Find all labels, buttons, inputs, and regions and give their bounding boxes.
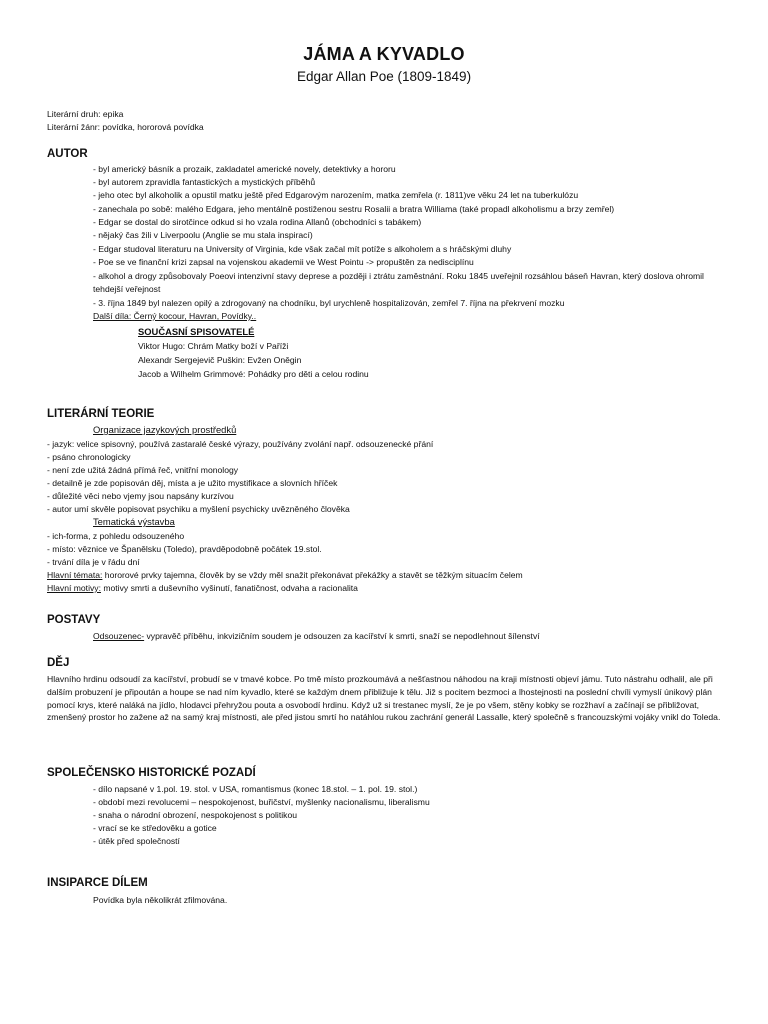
list-item: - byl autorem zpravidla fantastických a mystických příběhů — [93, 177, 316, 187]
list-item: - Poe se ve finanční krizi zapsal na vojenskou akademii ve West Pointu -> propuštěn za nedisciplínu — [93, 257, 474, 267]
literary-genre: Literární žánr: povídka, hororová povídka — [47, 122, 204, 132]
list-item: - není zde užitá žádná přímá řeč, vnitřní monology — [47, 465, 239, 475]
character-description: vypravěč příběhu, inkvizičním soudem je odsouzen za kacířství k smrti, snaží se nepodlehnout šílenství — [144, 631, 540, 641]
section-heading-inspirace: INSIPARCE DÍLEM — [47, 877, 148, 889]
section-heading-teorie: LITERÁRNÍ TEORIE — [47, 408, 155, 420]
list-item: - jeho otec byl alkoholik a opustil matku ještě před Edgarovým narozením, matka zemřela (r. 1811)ve věku 24 let na tuberkulózu — [93, 190, 579, 200]
list-item: - důležité věci nebo vjemy jsou napsány kurzívou — [47, 491, 234, 501]
list-item: - autor umí skvěle popisovat psychiku a myšlení psychicky uvězněného člověka — [47, 504, 350, 514]
list-item: - vrací se ke středověku a gotice — [93, 823, 217, 833]
plot-paragraph: Hlavního hrdinu odsoudí za kacířství, probudí se v tmavé kobce. Po tmě místo prozkoumává a nešťastnou náhodou na kraji místnosti objeví jámu. Tuto nástrahu odhalil, ale při dalším probuzení je připoután a houpe se nad ním kyvadlo, které se každým dnem přibližuje k tělu. Již s pocitem bezmoci a lhostejnosti na poslední chvíli vymyslí únikový plán pomocí krys, které naláká na jídlo, hlodavci přehryžou pouta a osvobodí hrdinu. Když už si trestanec myslí, že je po všem, stěny kobky se rozžhaví a začínají se přibližovat, zmenšený prostor ho zažene až na samý kraj místnosti, ale před jistou smrtí ho natáhlou rukou zachrání generál Lassalle, který společně s francouzskými vojáky vnikl do Toleda. — [47, 674, 721, 723]
list-item: Jacob a Wilhelm Grimmové: Pohádky pro děti a celou rodinu — [138, 369, 369, 379]
main-motifs-label: Hlavní motivy: — [47, 583, 101, 593]
list-item: - detailně je zde popisován děj, místa a je užito mystifikace a slovních hříček — [47, 478, 338, 488]
list-item: - nějaký čas žili v Liverpoolu (Anglie se mu stala inspirací) — [93, 230, 313, 240]
character-name: Odsouzenec- — [93, 631, 145, 641]
list-item: - období mezi revolucemi – nespokojenost, buřičství, myšlenky nacionalismu, liberalismu — [93, 797, 430, 807]
contemporary-writers-heading: SOUČASNÍ SPISOVATELÉ — [138, 326, 255, 337]
character-entry — [93, 630, 540, 643]
subheading-tematicka: Tematická výstavba — [93, 516, 175, 527]
document-title: JÁMA A KYVADLO — [303, 44, 465, 64]
list-item: - dílo napsané v 1.pol. 19. stol. v USA, romantismus (konec 18.stol. – 1. pol. 19. stol.) — [93, 784, 418, 794]
list-item: - zanechala po sobě: malého Edgara, jeho mentálně postiženou sestru Rosalii a bratra Williama (také propadl alkoholismu a brzy zemřel) — [93, 204, 615, 214]
other-works: Další díla: Černý kocour, Havran, Povídky.. — [93, 311, 257, 321]
list-item: - snaha o národní obrození, nespokojenost s politikou — [93, 810, 297, 820]
list-item: - trvání díla je v řádu dní — [47, 557, 140, 567]
list-item: - 3. října 1849 byl nalezen opilý a zdrogovaný na chodníku, byl urychleně hospitalizován, zemřel 7. října na překrvení mozku — [93, 298, 565, 308]
list-item: - místo: věznice ve Španělsku (Toledo), pravděpodobně počátek 19.stol. — [47, 544, 322, 554]
list-item: Viktor Hugo: Chrám Matky boží v Paříži — [138, 341, 289, 351]
main-motifs — [47, 582, 358, 595]
list-item: - ich-forma, z pohledu odsouzeného — [47, 531, 185, 541]
section-heading-postavy: POSTAVY — [47, 614, 101, 626]
main-themes — [47, 569, 523, 582]
list-item: - alkohol a drogy způsobovaly Poeovi intenzivní stavy deprese a později i ztrátu zaměstnání. Roku 1845 uveřejnil rozsáhlou báseň Havran, který doslova ohromil tehdejší veřejnost — [93, 271, 704, 294]
list-item: - psáno chronologicky — [47, 452, 131, 462]
list-item: - útěk před společností — [93, 836, 180, 846]
main-motifs-text: motivy smrti a duševního vyšinutí, fanatičnost, odvaha a racionalita — [100, 583, 358, 593]
section-heading-dej: DĚJ — [47, 657, 70, 669]
section-heading-pozadi: SPOLEČENSKO HISTORICKÉ POZADÍ — [47, 767, 256, 779]
list-item: - Edgar studoval literaturu na University of Virginia, kde však začal mít potíže s alkoholem a s hráčskými dluhy — [93, 244, 512, 254]
subheading-organizace: Organizace jazykových prostředků — [93, 424, 237, 435]
list-item: - jazyk: velice spisovný, používá zastaralé české výrazy, používány zvolání např. odsouzenecké přání — [47, 439, 434, 449]
literary-type: Literární druh: epika — [47, 109, 124, 119]
list-item: - byl americký básník a prozaik, zakladatel americké novely, detektivky a hororu — [93, 164, 396, 174]
list-item: Alexandr Sergejevič Puškin: Evžen Oněgin — [138, 355, 302, 365]
main-themes-label: Hlavní témata: — [47, 570, 103, 580]
list-item: - Edgar se dostal do sirotčince odkud si ho vzala rodina Allanů (obchodníci s tabákem) — [93, 217, 422, 227]
main-themes-text: hororové prvky tajemna, člověk by se vždy měl snažit překonávat překážky a stavět se těžkým situacím čelem — [102, 570, 523, 580]
section-heading-autor: AUTOR — [47, 148, 88, 160]
inspiration-text: Povídka byla několikrát zfilmována. — [93, 895, 228, 905]
document-subtitle: Edgar Allan Poe (1809-1849) — [296, 69, 472, 84]
